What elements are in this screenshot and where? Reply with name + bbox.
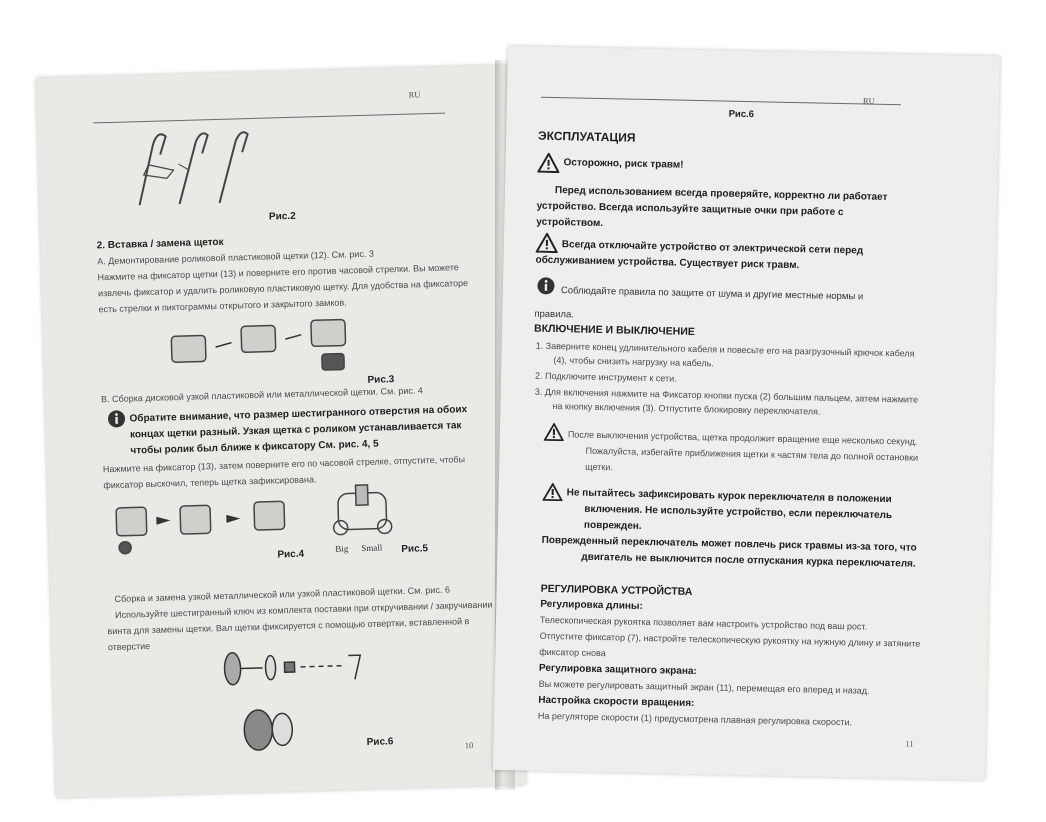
- fig5-illustration: [325, 482, 407, 544]
- warning-icon: [537, 153, 559, 173]
- step-line-1: 1. Заверните конец удлинительного кабеля и повесьте его на разгрузочный крючок кабеля: [535, 340, 915, 359]
- check-line-1: Перед использованием всегда проверяйте, корректно ли работает: [554, 185, 888, 203]
- onoff-title: ВКЛЮЧЕНИЕ И ВЫКЛЮЧЕНИЕ: [533, 322, 695, 338]
- damaged-line-1: Поврежденный переключатель может повлечь риск травмы из-за того, что: [541, 534, 917, 554]
- speed-line: На регуляторе скорости (1) предусмотрена плавная регулировка скорости.: [537, 710, 853, 728]
- fig2-illustration: [117, 122, 269, 212]
- top-fig-caption: Рис.6: [728, 108, 755, 121]
- section-title: ЭКСПЛУАТАЦИЯ: [537, 128, 636, 145]
- step-line-5: на кнопку включения (3). Отпустите блокировку переключателя.: [552, 401, 821, 417]
- length-line-3: фиксатор снова: [539, 646, 606, 659]
- section2-title: 2. Вставка / замена щеток: [96, 236, 224, 252]
- right-header-rule: [541, 97, 901, 106]
- c-line-3: винта для замены щетки. Вал щетки фиксируется с помощью отвертки, вставленной в: [107, 616, 470, 637]
- warning-icon-4: [542, 483, 562, 501]
- disconnect-line-1: Всегда отключайте устройство от электрической сети перед: [561, 239, 864, 257]
- press-line-2: фиксатор выскочил, теперь щетка зафиксирована.: [103, 474, 317, 491]
- notice-line-3: чтобы ролик был ближе к фиксатору См. рис. 4, 5: [130, 438, 379, 457]
- length-line-1: Телескопическая рукоятка позволяет вам настроить устройство под ваш рост.: [539, 614, 868, 632]
- a-line-2: Нажмите на фиксатор щетки (13) и поверните его против часовой стрелки. Вы можете: [97, 262, 459, 283]
- noise-line-1: Соблюдайте правила по защите от шума и другие местные нормы и: [560, 285, 864, 303]
- noise-line-2: правила.: [534, 308, 575, 321]
- trigger-line-2: включения. Не используйте устройство, если переключатель: [584, 503, 893, 522]
- check-line-3: устройством.: [536, 216, 604, 230]
- c-line-2: Используйте шестигранный ключ из комплекта поставки при откручивании / закручивании: [114, 599, 493, 621]
- fig3-illustration: [161, 309, 363, 385]
- notice-line-2: концах щетки разный. Узкая щетка с роликом устанавливается так: [129, 420, 462, 441]
- left-page-number: 10: [464, 740, 474, 751]
- step-line-4: 3. Для включения нажмите на Фиксатор кнопки пуска (2) большим пальцем, затем нажмите: [534, 386, 919, 405]
- fig6-caption: Рис.6: [366, 736, 394, 749]
- notice-line-1: Обратите внимание, что размер шестигранного отверстия на обоих: [129, 404, 468, 425]
- after-off-line-1: После выключения устройства, щетка продолжит вращение еще несколько секунд.: [567, 429, 918, 447]
- press-line-1: Нажмите на фиксатор (13), затем поверните его по часовой стрелке, отпустите, чтобы: [102, 454, 466, 475]
- guard-title: Регулировка защитного экрана:: [538, 662, 697, 678]
- disconnect-line-2: обслуживанием устройства. Существует риск травм.: [535, 254, 800, 272]
- right-header-lang: RU: [862, 95, 875, 106]
- length-title: Регулировка длины:: [540, 598, 643, 612]
- right-page: [493, 46, 1000, 780]
- step-line-2: (4), чтобы снизить нагрузку на кабель.: [553, 355, 714, 369]
- trigger-line-3: поврежден.: [583, 519, 642, 532]
- info-icon: [107, 410, 125, 428]
- after-off-line-2: Пожалуйста, избегайте приближения щетки к частям тела до полной остановки: [585, 445, 919, 463]
- right-page-number: 11: [905, 738, 914, 749]
- speed-title: Настройка скорости вращения:: [538, 694, 695, 710]
- step-line-3: 2. Подключите инструмент к сети.: [534, 370, 677, 384]
- a-line-3: извлечь фиксатор и удалить роликовую пластиковую щетку. Для удобства на фиксаторе: [97, 278, 469, 299]
- left-page: [36, 65, 526, 798]
- fig2-caption: Рис.2: [268, 210, 296, 223]
- fig5-caption: Рис.5: [401, 543, 429, 555]
- adjust-title: РЕГУЛИРОВКА УСТРОЙСТВА: [540, 582, 693, 598]
- warning-heading: Осторожно, риск травм!: [563, 157, 684, 171]
- length-line-2: Отпустите фиксатор (7), настройте телескопическую рукоятку на нужную длину и затяните: [539, 630, 921, 649]
- guard-line: Вы можете регулировать защитный экран (11), перемещая его вперед и назад.: [538, 678, 870, 696]
- info-icon-2: [537, 277, 555, 295]
- fig3-caption: Рис.3: [367, 374, 395, 386]
- left-header-rule: [93, 113, 445, 124]
- trigger-line-1: Не пытайтесь зафиксировать курок переключателя в положении: [566, 487, 892, 506]
- a-line-4: есть стрелки и пиктограммы открытого и закрытого замков.: [98, 297, 347, 315]
- a-line-1: A. Демонтирование роликовой пластиковой щетки (12). См. рис. 3: [97, 248, 375, 267]
- check-line-2: устройство. Всегда используйте защитные очки при работе с: [536, 200, 844, 219]
- warning-icon-2: [536, 233, 558, 253]
- fig4-caption: Рис.4: [277, 548, 305, 561]
- after-off-line-3: щетки.: [585, 461, 613, 473]
- warning-icon-3: [544, 423, 564, 441]
- fig5-label-big: Big: [335, 543, 349, 554]
- left-header-lang: RU: [408, 89, 421, 100]
- c-line-4: отверстие: [107, 641, 151, 653]
- damaged-line-2: двигатель не выключится после отпускания курка переключателя.: [581, 551, 916, 570]
- fig6-illustration: [202, 643, 385, 758]
- c-line-1: Сборка и замена узкой металлической или узкой пластиковой щетки. См. рис. 6: [114, 584, 451, 605]
- fig5-label-small: Small: [361, 542, 383, 554]
- b-line: B. Сборка дисковой узкой пластиковой или металлической щетки. См. рис. 4: [100, 385, 423, 405]
